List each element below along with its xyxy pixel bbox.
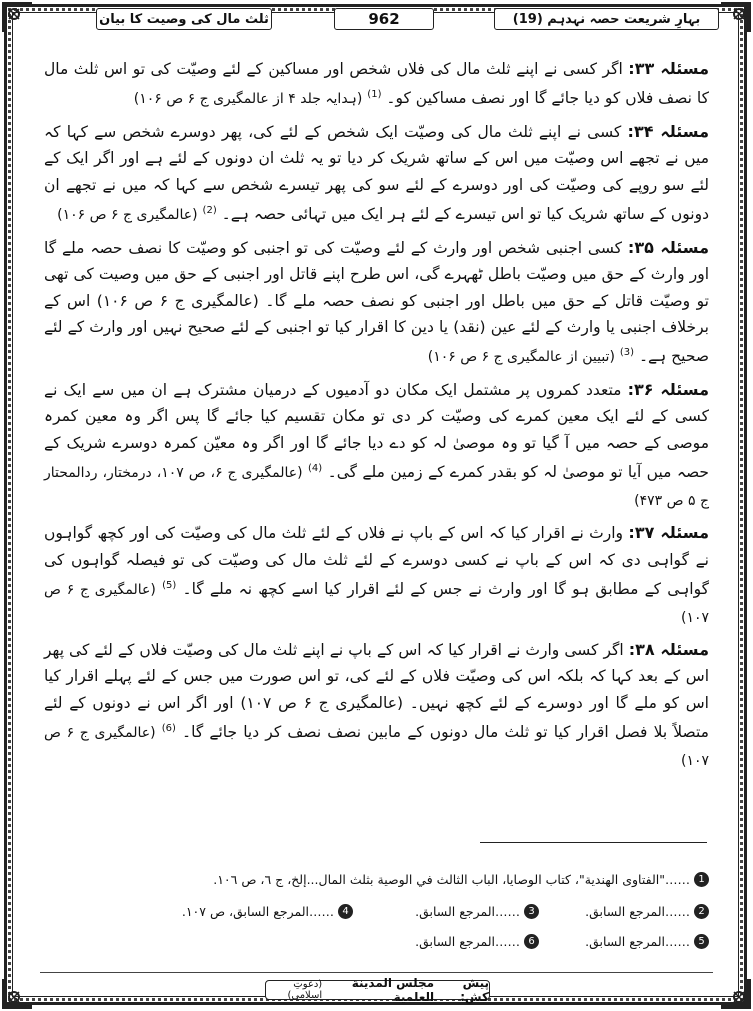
footnote-text: ……المرجع السابق. bbox=[585, 934, 690, 949]
masala-paragraph bbox=[44, 637, 709, 774]
footnote-number: 5 bbox=[694, 934, 709, 949]
masala-label: مسئلہ ۳۵: bbox=[627, 237, 709, 257]
masala-label: مسئلہ ۳۷: bbox=[628, 523, 709, 543]
footer-rule bbox=[40, 972, 713, 973]
footnote bbox=[415, 904, 539, 919]
citation: (ہدایہ جلد ۴ از عالمگیری ج ۶ ص ۱۰۶) bbox=[133, 91, 363, 108]
corner-ornament-icon bbox=[0, 977, 34, 1011]
footnote-number: 4 bbox=[338, 904, 353, 919]
masala-text: اگر کسی نے اپنے ثلث مال کی فلاں شخص اور مساکین کے لئے وصیّت کی تو اس ثلث مال کا نصف فلاں کو دیا جائے گا اور نصف مساکین کو۔ bbox=[44, 60, 709, 108]
footnote bbox=[585, 904, 709, 919]
page-header bbox=[34, 6, 719, 32]
book-title: بہارِ شریعت حصہ نہدہم (19) bbox=[494, 8, 719, 30]
page-body bbox=[44, 56, 709, 780]
footnote-number: 3 bbox=[524, 904, 539, 919]
footnote bbox=[182, 904, 353, 919]
masala-label: مسئلہ ۳۴: bbox=[627, 121, 709, 141]
footnote-number: 6 bbox=[524, 934, 539, 949]
citation: (عالمگیری ج ۶ ص ۱۰۶) bbox=[57, 207, 198, 224]
footnote-separator bbox=[480, 842, 707, 843]
footnote-text: ……المرجع السابق. bbox=[415, 904, 520, 919]
corner-ornament-icon bbox=[0, 0, 34, 34]
masala-text: متعدد کمروں پر مشتمل ایک مکان دو آدمیوں کے درمیان مشترک ہے ان میں سے ایک نے کسی کے لئے ایک معین کمرے کی وصیّت کر دی تو مکان تقسیم کیا جائے گا پس اگر وہ معین کمرہ موصی کے حصہ میں آ گیا تو وہ موصیٰ لہ کو دے دیا جائے گا اور اگر وہ معیّن کمرہ دوسرے شریک کے حصہ میں آیا تو موصیٰ لہ کو بقدر کمرے کے زمین ملے گی۔ bbox=[44, 380, 709, 482]
footnote-text: ……"الفتاوى الهندية"، كتاب الوصايا، الباب الثالث في الوصية بثلث المال...إلخ، ج ٦، ص ١٠٦. bbox=[213, 872, 690, 887]
masala-text: وارث نے اقرار کیا کہ اس کے باپ نے فلاں کے لئے ثلث مال کی وصیّت کی اور کچھ گواہوں نے گواہی دی کہ اس کے باپ نے کسی دوسرے کے لئے ثلث مال کی وصیّت کی تو فیصلہ گواہوں کی گواہی کے مطابق ہو گا اور وارث نے جس کے لئے اقرار کیا اسے کچھ نہ ملے گا۔ bbox=[44, 524, 709, 599]
citation: (عالمگیری ج ۶ ص ۱۰۷) bbox=[44, 582, 709, 626]
citation: (عالمگیری ج ۶ ص ۱۰۷) bbox=[44, 725, 709, 769]
masala-paragraph bbox=[44, 235, 709, 371]
masala-paragraph bbox=[44, 520, 709, 631]
footnote-ref[interactable]: (5) bbox=[162, 579, 177, 591]
presenter-box bbox=[265, 976, 490, 1004]
presenter-name: مجلس المدينة العلمية bbox=[351, 976, 435, 1004]
masala-text: کسی اجنبی شخص اور وارث کے لئے وصیّت کی تو اجنبی کو وصیّت کا نصف حصہ ملے گا اور وارث کے حق میں وصیّت باطل ٹھہرے گی، اس طرح اپنے قاتل اور اجنبی کے حق میں وصیت کی تھی تو وصیّت قاتل کے حق میں باطل اور اجنبی کو نصف حصہ ملے گا۔ (عالمگیری ج ۶ ص ۱۰۶) اس کے برخلاف اجنبی یا وارث کے لئے عین (نقد) یا دین کا اقرار کیا تو اجنبی کے لئے صحیح نہیں اور وارث کے لئے صحیح ہے۔ bbox=[44, 238, 709, 366]
footnote-number: 1 bbox=[694, 872, 709, 887]
masala-text: کسی نے اپنے ثلث مال کی وصیّت ایک شخص کے لئے کی، پھر دوسرے شخص سے کہا کہ میں نے تجھے اس وصیّت میں اس کے ساتھ شریک کر دیا تو یہ ثلث ان دونوں کے لئے ہے اور اگر ایک کے لئے سو روپے کی وصیّت کی اور دوسرے کے لئے سو کی پھر تیسرے شخص سے کہا کہ میں نے تجھے ان دونوں کے ساتھ شریک کیا تو اس تیسرے کے لئے ہر ایک میں تہائی حصہ ہے۔ bbox=[44, 122, 709, 224]
masala-paragraph bbox=[44, 56, 709, 113]
masala-label: مسئلہ ۳۳: bbox=[628, 59, 709, 78]
presenter-subtitle: (دعوتِ اسلامی) bbox=[287, 979, 323, 1001]
footnote-text: ……المرجع السابق. bbox=[585, 904, 690, 919]
chapter-title: ثلث مال کی وصیت کا بیان bbox=[96, 8, 272, 30]
corner-ornament-icon bbox=[719, 977, 753, 1011]
masala-paragraph bbox=[44, 377, 709, 514]
presenter-label: پیش کش: bbox=[460, 976, 489, 1004]
footnote-ref[interactable]: (6) bbox=[161, 723, 176, 735]
masala-text: اگر کسی وارث نے اقرار کیا کہ اس کے باپ نے اپنے ثلث مال کی وصیّت فلاں کے لئے کی پھر اس کے بعد کہا کہ بلکہ اس کی وصیّت فلاں کے لئے کی، تو اس صورت میں جس کے لئے پہلے اقرار کیا اس کو ملے گا اور دوسرے کے لئے کچھ نہیں۔ (عالمگیری ج ۶ ص ۱۰۷) اور اگر اس نے دونوں کے لئے متصلاً بلا فصل اقرار کیا تو ثلث مال دونوں کے مابین نصف نصف کر دیا جائے گا۔ bbox=[44, 640, 709, 742]
footnote bbox=[415, 934, 539, 949]
footnote-ref[interactable]: (3) bbox=[619, 347, 635, 359]
footnote-ref[interactable]: (4) bbox=[308, 463, 323, 475]
page-number: 962 bbox=[334, 8, 434, 30]
masala-paragraph bbox=[44, 119, 709, 229]
masala-label: مسئلہ ۳۸: bbox=[628, 639, 709, 659]
footnote-text: ……المرجع السابق. bbox=[415, 934, 520, 949]
corner-ornament-icon bbox=[719, 0, 753, 34]
footnote-number: 2 bbox=[694, 904, 709, 919]
footnote bbox=[213, 872, 709, 887]
footnote bbox=[585, 934, 709, 949]
footnote-ref[interactable]: (1) bbox=[367, 89, 382, 101]
citation: (تبیین از عالمگیری ج ۶ ص ۱۰۶) bbox=[427, 349, 615, 366]
masala-label: مسئلہ ۳۶: bbox=[627, 379, 709, 399]
footnote-ref[interactable]: (2) bbox=[202, 205, 217, 217]
citation: (عالمگیری ج ۶، ص ۱۰۷، درمختار، ردالمحتار ج ۵ ص ۴۷۳) bbox=[44, 465, 709, 509]
footnote-text: ……المرجع السابق، ص ١٠٧. bbox=[181, 904, 334, 919]
